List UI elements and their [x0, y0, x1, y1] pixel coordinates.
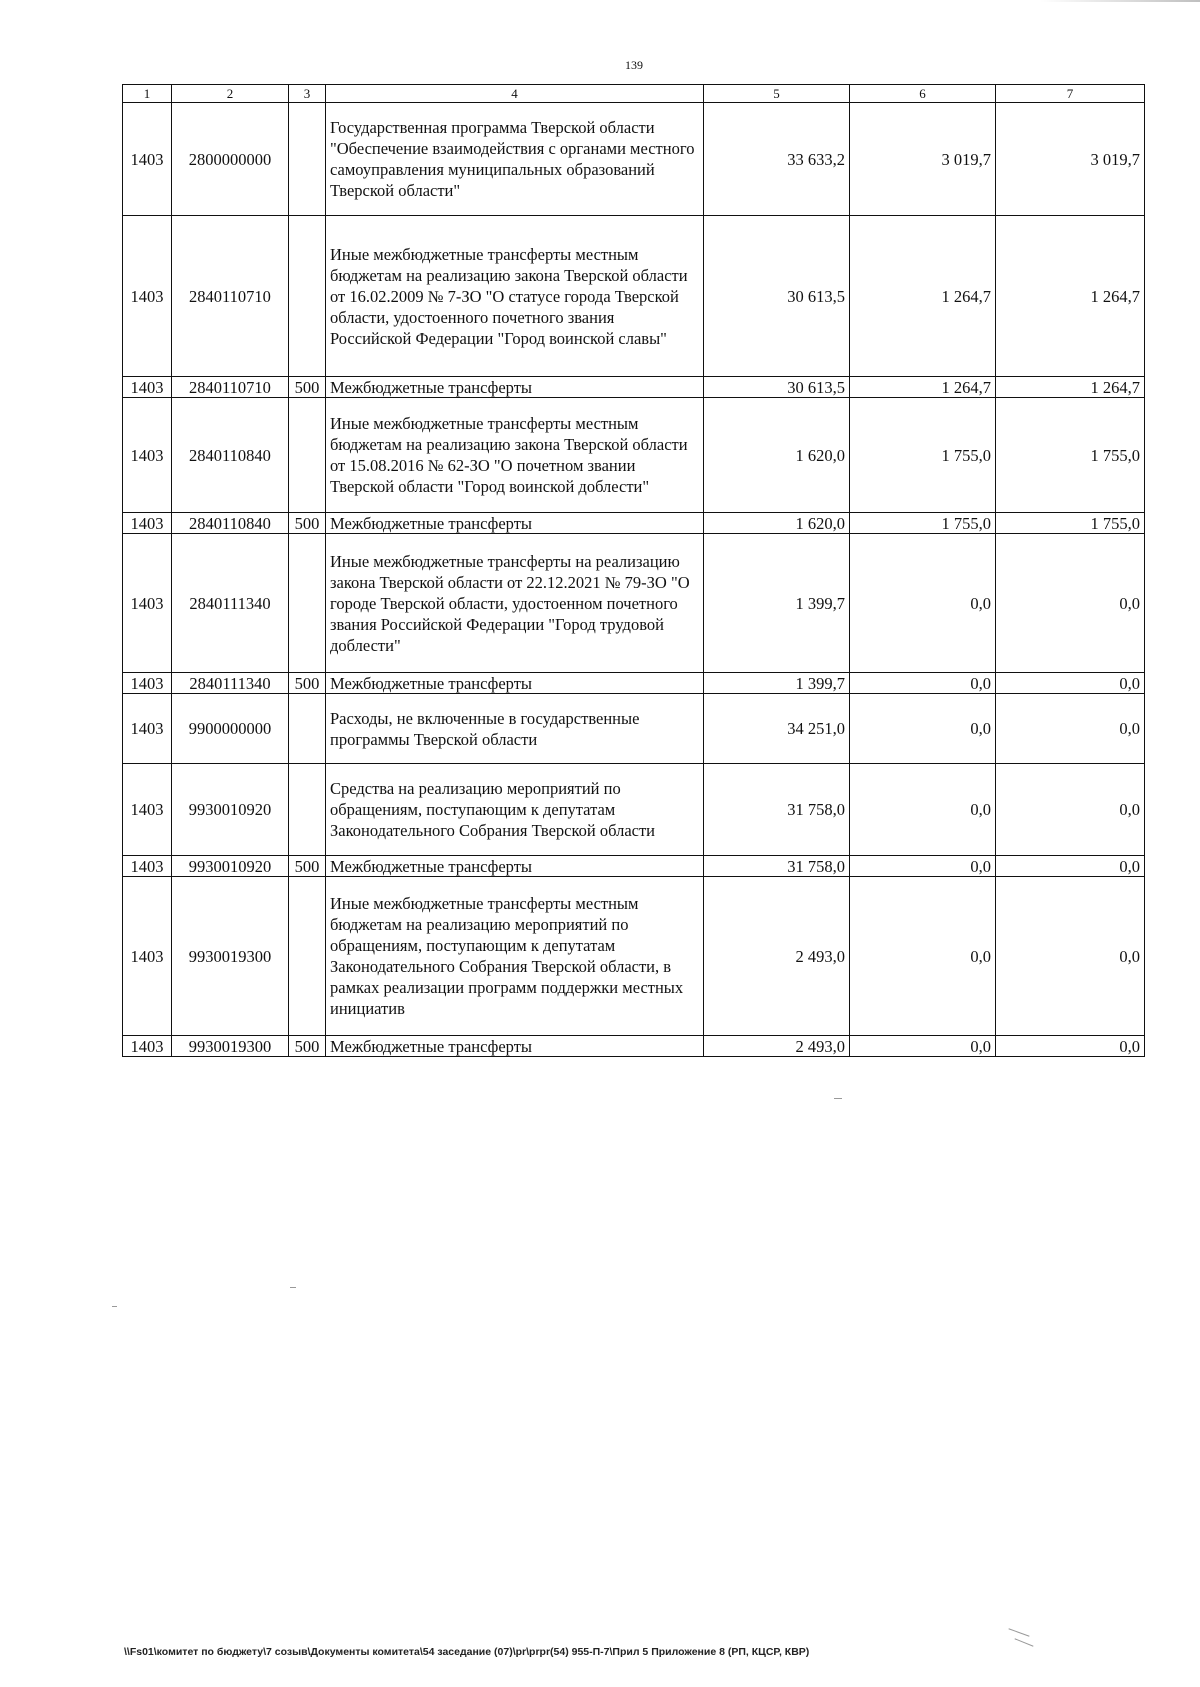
amount-cell-7: 0,0 — [996, 694, 1145, 764]
column-header-2: 2 — [172, 85, 289, 103]
expense-type-cell — [289, 694, 326, 764]
target-code-cell: 2840110710 — [172, 216, 289, 377]
expense-type-cell — [289, 398, 326, 513]
section-code-cell: 1403 — [123, 1036, 172, 1057]
amount-cell-7: 0,0 — [996, 1036, 1145, 1057]
amount-cell-6: 0,0 — [850, 673, 996, 694]
amount-cell-6: 0,0 — [850, 694, 996, 764]
table-row — [123, 694, 1145, 764]
amount-cell-5: 31 758,0 — [704, 856, 850, 877]
column-header-6: 6 — [850, 85, 996, 103]
amount-cell-6: 0,0 — [850, 1036, 996, 1057]
target-code-cell: 9930010920 — [172, 764, 289, 856]
amount-cell-5: 1 399,7 — [704, 534, 850, 673]
amount-cell-5: 30 613,5 — [704, 216, 850, 377]
section-code-cell: 1403 — [123, 673, 172, 694]
amount-cell-5: 30 613,5 — [704, 377, 850, 398]
table-row — [123, 764, 1145, 856]
amount-cell-7: 0,0 — [996, 856, 1145, 877]
amount-cell-7: 0,0 — [996, 673, 1145, 694]
description-cell: Расходы, не включенные в государственные программы Тверской области — [326, 694, 704, 764]
target-code-cell: 9930010920 — [172, 856, 289, 877]
table-row — [123, 534, 1145, 673]
amount-cell-6: 3 019,7 — [850, 103, 996, 216]
section-code-cell: 1403 — [123, 216, 172, 377]
description-cell: Средства на реализацию мероприятий по обращениям, поступающим к депутатам Законодательного Собрания Тверской области — [326, 764, 704, 856]
table-row — [123, 856, 1145, 877]
expense-type-cell — [289, 764, 326, 856]
description-cell: Иные межбюджетные трансферты местным бюджетам на реализацию закона Тверской области от 15.08.2016 № 62-ЗО "О почетном звании Тверской области "Город воинской доблести" — [326, 398, 704, 513]
amount-cell-7: 3 019,7 — [996, 103, 1145, 216]
description-cell: Межбюджетные трансферты — [326, 1036, 704, 1057]
expense-type-cell — [289, 216, 326, 377]
target-code-cell: 2840110710 — [172, 377, 289, 398]
target-code-cell: 2840111340 — [172, 534, 289, 673]
expense-type-cell: 500 — [289, 856, 326, 877]
column-header-7: 7 — [996, 85, 1145, 103]
section-code-cell: 1403 — [123, 513, 172, 534]
description-cell: Иные межбюджетные трансферты местным бюджетам на реализацию мероприятий по обращениям, поступающим к депутатам Законодательного Собрания Тверской области, в рамках реализации программ поддержки местных инициатив — [326, 877, 704, 1036]
column-header-3: 3 — [289, 85, 326, 103]
amount-cell-7: 1 264,7 — [996, 377, 1145, 398]
page-number: 139 — [625, 58, 643, 72]
amount-cell-5: 1 620,0 — [704, 398, 850, 513]
table-row — [123, 673, 1145, 694]
amount-cell-6: 1 755,0 — [850, 513, 996, 534]
amount-cell-6: 1 264,7 — [850, 377, 996, 398]
section-code-cell: 1403 — [123, 764, 172, 856]
amount-cell-7: 0,0 — [996, 764, 1145, 856]
table-row — [123, 513, 1145, 534]
table-row — [123, 377, 1145, 398]
section-code-cell: 1403 — [123, 398, 172, 513]
amount-cell-7: 1 755,0 — [996, 398, 1145, 513]
target-code-cell: 9930019300 — [172, 877, 289, 1036]
description-cell: Межбюджетные трансферты — [326, 513, 704, 534]
scan-speck — [290, 1287, 296, 1288]
amount-cell-7: 1 755,0 — [996, 513, 1145, 534]
amount-cell-5: 33 633,2 — [704, 103, 850, 216]
table-row — [123, 398, 1145, 513]
expense-type-cell — [289, 103, 326, 216]
target-code-cell: 2800000000 — [172, 103, 289, 216]
amount-cell-5: 31 758,0 — [704, 764, 850, 856]
scan-speck — [112, 1306, 117, 1307]
column-header-4: 4 — [326, 85, 704, 103]
description-cell: Иные межбюджетные трансферты местным бюджетам на реализацию закона Тверской области от 16.02.2009 № 7-ЗО "О статусе города Тверской области, удостоенного почетного звания Российской Федерации "Город воинской славы" — [326, 216, 704, 377]
scan-speck — [1008, 1628, 1029, 1636]
amount-cell-5: 1 620,0 — [704, 513, 850, 534]
amount-cell-5: 2 493,0 — [704, 1036, 850, 1057]
description-cell: Государственная программа Тверской области "Обеспечение взаимодействия с органами местного самоуправления муниципальных образований Тверской области" — [326, 103, 704, 216]
section-code-cell: 1403 — [123, 103, 172, 216]
section-code-cell: 1403 — [123, 856, 172, 877]
column-number-row — [123, 85, 1145, 103]
amount-cell-7: 0,0 — [996, 877, 1145, 1036]
target-code-cell: 2840110840 — [172, 513, 289, 534]
amount-cell-5: 1 399,7 — [704, 673, 850, 694]
amount-cell-7: 1 264,7 — [996, 216, 1145, 377]
scan-speck — [834, 1098, 842, 1099]
expense-type-cell — [289, 534, 326, 673]
expense-type-cell: 500 — [289, 673, 326, 694]
table-row — [123, 1036, 1145, 1057]
amount-cell-5: 34 251,0 — [704, 694, 850, 764]
section-code-cell: 1403 — [123, 877, 172, 1036]
amount-cell-7: 0,0 — [996, 534, 1145, 673]
table-row — [123, 877, 1145, 1036]
section-code-cell: 1403 — [123, 377, 172, 398]
description-cell: Иные межбюджетные трансферты на реализацию закона Тверской области от 22.12.2021 № 79-ЗО "О городе Тверской области, удостоенном почетного звания Российской Федерации "Город трудовой доблести" — [326, 534, 704, 673]
amount-cell-6: 1 264,7 — [850, 216, 996, 377]
amount-cell-6: 0,0 — [850, 856, 996, 877]
scan-edge-artifact — [1040, 0, 1200, 2]
target-code-cell: 9900000000 — [172, 694, 289, 764]
expense-type-cell — [289, 877, 326, 1036]
footer-file-path: \\Fs01\комитет по бюджету\7 созыв\Документы комитета\54 заседание (07)\pr\prpr(54) 955-П-7\Прил 5 Приложение 8 (РП, КЦСР, КВР) — [124, 1646, 810, 1658]
amount-cell-6: 1 755,0 — [850, 398, 996, 513]
amount-cell-6: 0,0 — [850, 764, 996, 856]
column-header-1: 1 — [123, 85, 172, 103]
description-cell: Межбюджетные трансферты — [326, 673, 704, 694]
column-header-5: 5 — [704, 85, 850, 103]
description-cell: Межбюджетные трансферты — [326, 377, 704, 398]
description-cell: Межбюджетные трансферты — [326, 856, 704, 877]
amount-cell-5: 2 493,0 — [704, 877, 850, 1036]
amount-cell-6: 0,0 — [850, 534, 996, 673]
scan-speck — [1015, 1638, 1034, 1646]
budget-table — [122, 84, 1145, 1057]
section-code-cell: 1403 — [123, 534, 172, 673]
expense-type-cell: 500 — [289, 1036, 326, 1057]
table-row — [123, 103, 1145, 216]
table-row — [123, 216, 1145, 377]
target-code-cell: 2840110840 — [172, 398, 289, 513]
target-code-cell: 9930019300 — [172, 1036, 289, 1057]
expense-type-cell: 500 — [289, 513, 326, 534]
amount-cell-6: 0,0 — [850, 877, 996, 1036]
expense-type-cell: 500 — [289, 377, 326, 398]
target-code-cell: 2840111340 — [172, 673, 289, 694]
section-code-cell: 1403 — [123, 694, 172, 764]
